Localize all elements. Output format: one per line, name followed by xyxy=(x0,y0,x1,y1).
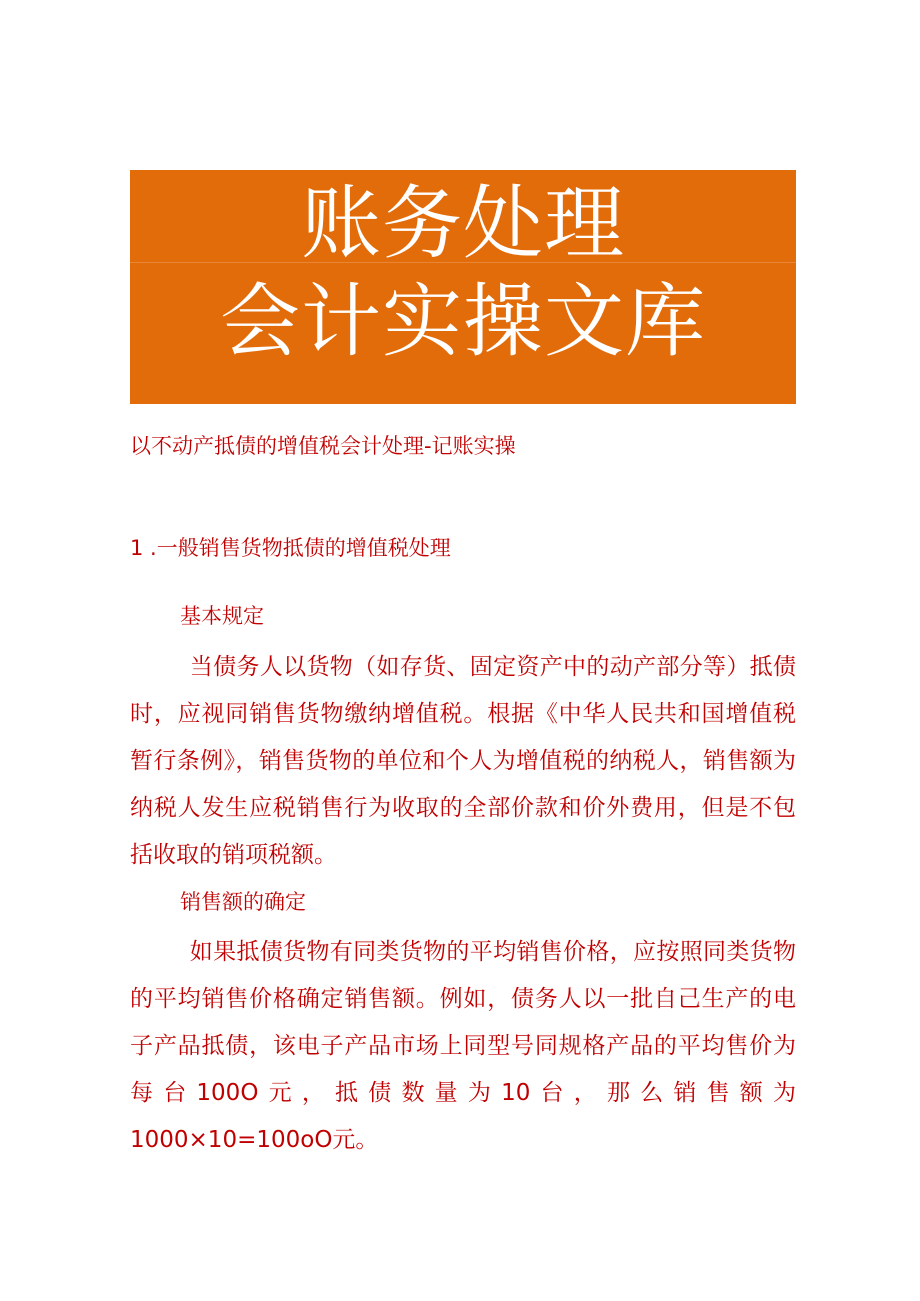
section-heading: 1 .一般销售货物抵债的增值税处理 xyxy=(130,536,451,560)
header-banner xyxy=(130,170,796,404)
basic-rules-heading: 基本规定 xyxy=(180,604,264,628)
banner-title-line2: 会计实操文库 xyxy=(220,275,706,368)
banner-divider xyxy=(130,262,796,263)
sales-amount-heading: 销售额的确定 xyxy=(180,890,306,914)
sales-amount-paragraph: 如果抵债货物有同类货物的平均销售价格，应按照同类货物的平均销售价格确定销售额。例如，债务人以一批自己生产的电子产品抵债，该电子产品市场上同型号同规格产品的平均售价为每台100O元，抵债数量为10台，那么销售额为1000×10=100oO元。 xyxy=(130,939,796,1153)
document-title: 以不动产抵债的增值税会计处理-记账实操 xyxy=(130,434,516,458)
banner-title-line1: 账务处理 xyxy=(301,177,625,270)
basic-rules-paragraph: 当债务人以货物（如存货、固定资产中的动产部分等）抵债时，应视同销售货物缴纳增值税。根据《中华人民共和国增值税暂行条例》，销售货物的单位和个人为增值税的纳税人，销售额为纳税人发生应税销售行为收取的全部价款和价外费用，但是不包括收取的销项税额。 xyxy=(130,654,796,868)
